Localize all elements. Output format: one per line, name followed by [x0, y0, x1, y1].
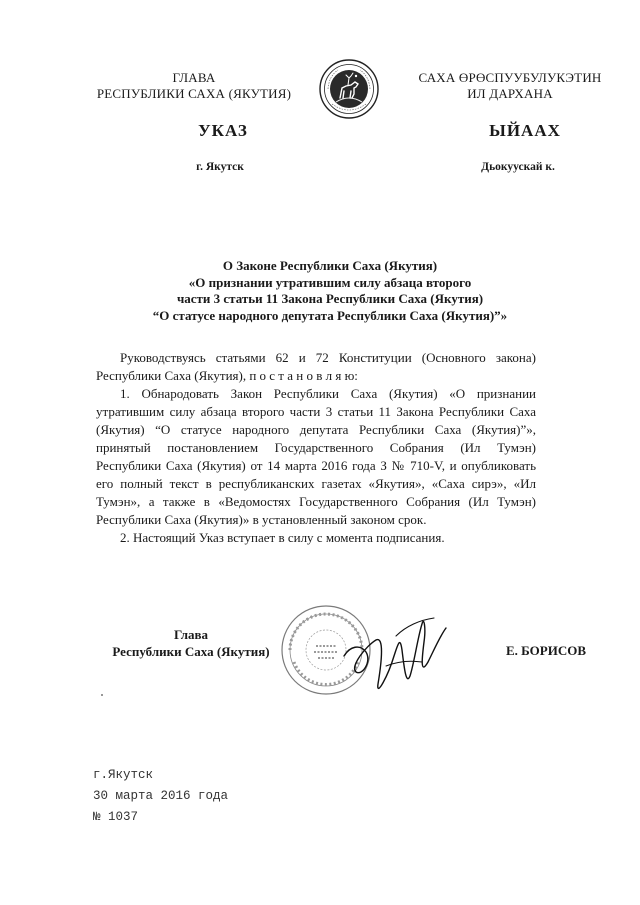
header-left-line2: РЕСПУБЛИКИ САХА (ЯКУТИЯ) — [96, 86, 292, 101]
item-1-paragraph: 1. Обнародовать Закон Республики Саха (Якутия) «О признании утратившим силу абзаца второго части 3 статьи 11 Закона Республики Саха (Якутия) “О статусе народного депутата Республики Саха (Якутия)”», принятый постановлением Государственного Собрания (Ил Тумэн) Республики Саха (Якутия) от 14 марта 2016 года З № 710-V, и опубликовать его полный текст в республиканских газетах «Якутия», «Саха сирэ», «Ил Тумэн», а также в «Ведомостях Государственного Собрания (Ил Тумэн) Республики Саха (Якутия)» в установленный законом срок. — [96, 386, 536, 527]
title-line-3: части 3 статьи 11 Закона Республики Саха (Якутия) — [176, 291, 484, 306]
header-left-block — [84, 70, 304, 102]
doc-type-left: УКАЗ — [198, 121, 248, 140]
coat-of-arms-icon — [318, 58, 380, 120]
header-right-line2: ИЛ ДАРХАНА — [467, 86, 553, 101]
footer-date: 30 марта 2016 года — [93, 789, 229, 803]
signatory-name: Е. БОРИСОВ — [506, 643, 587, 658]
preamble-paragraph: Руководствуясь статьями 62 и 72 Конституции (Основного закона) Республики Саха (Якутия), п о с т а н о в л я ю: — [96, 350, 536, 383]
scan-speck — [101, 694, 103, 696]
header-right-line1: САХА ӨРӨСПУУБУЛУКЭТИН — [418, 70, 602, 85]
city-right: Дьокуускай к. — [481, 161, 555, 173]
city-left: г. Якутск — [196, 161, 244, 173]
title-line-1: О Законе Республики Саха (Якутия) — [222, 258, 438, 273]
title-line-2: «О признании утратившим силу абзаца второго — [188, 274, 472, 290]
footer-city: г.Якутск — [93, 768, 154, 782]
signatory-title-line1: Глава — [173, 627, 209, 642]
decree-footer — [93, 765, 228, 828]
handwritten-signature-icon — [336, 606, 456, 706]
header-right-block — [400, 70, 620, 102]
decree-body — [96, 349, 536, 547]
decree-title — [110, 258, 550, 324]
signatory-title-line2: Республики Саха (Якутия) — [112, 644, 270, 659]
doc-type-right: ЫЙААХ — [489, 121, 561, 140]
footer-number: № 1037 — [93, 810, 139, 824]
item-2-paragraph: 2. Настоящий Указ вступает в силу с момента подписания. — [120, 530, 445, 545]
header-left-line1: ГЛАВА — [172, 70, 216, 85]
signatory-title — [96, 626, 286, 660]
title-line-4: “О статусе народного депутата Республики Саха (Якутия)”» — [152, 307, 508, 323]
